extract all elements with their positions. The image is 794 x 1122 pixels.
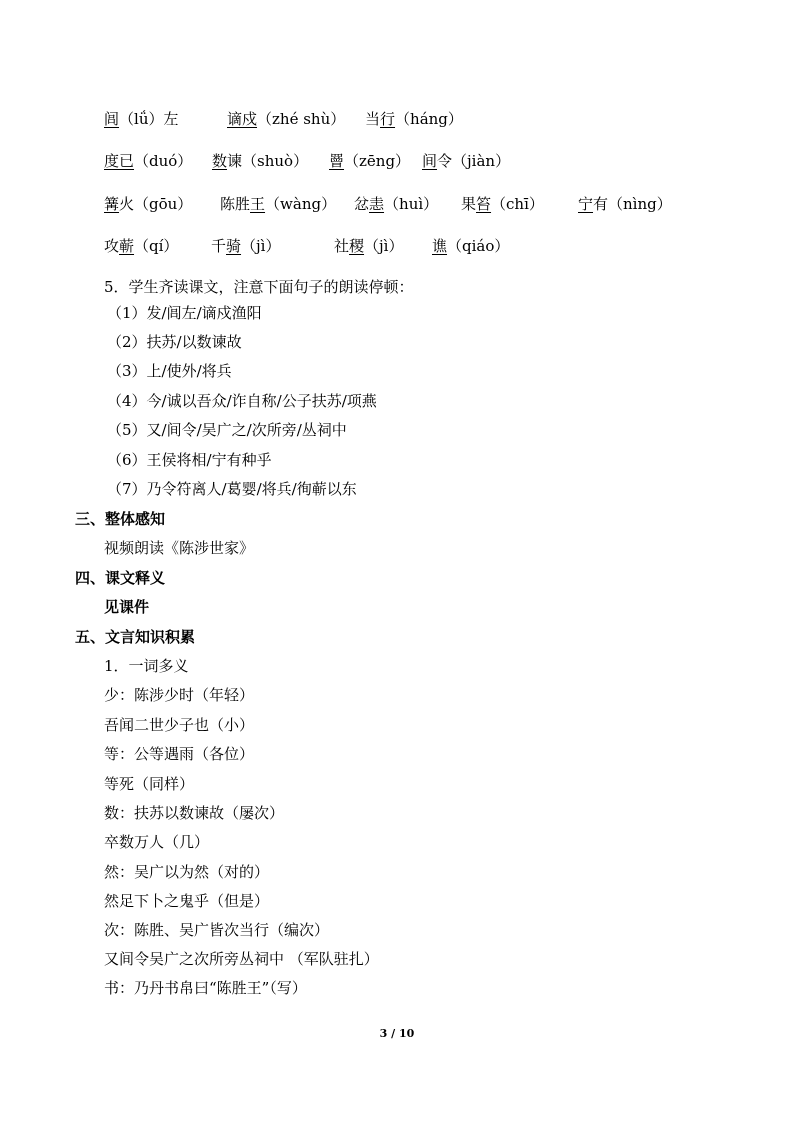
pause-item: （2）扶苏/以数谏故 [107,333,242,351]
pronunciation-item [578,193,672,214]
underlined-char: 度已 [104,152,135,170]
pronunciation-item [104,108,178,129]
underlined-char: 间 [422,152,438,170]
section4-text: 见课件 [104,598,150,616]
pinyin-text: （wàng） [265,195,337,213]
knowledge-line: 书：乃丹书帛曰“陈胜王”（写） [104,979,307,997]
pause-item: （7）乃令符离人/葛婴/将兵/徇蕲以东 [107,480,357,498]
plain-char: 社 [334,237,350,255]
pronunciation-item [220,193,336,214]
pause-item: （5）又/间令/吴广之/次所旁/丛祠中 [107,421,347,439]
underlined-char: 篝 [104,195,120,213]
knowledge-line: 吾闻二世少子也（小） [104,716,255,734]
pinyin-text: （qí） [134,237,179,255]
knowledge-line: 少：陈涉少时（年轻） [104,686,255,704]
underlined-char: 稷 [349,237,365,255]
pinyin-text: （duó） [134,152,193,170]
underlined-char: 闾 [104,110,120,128]
plain-char: 果 [461,195,477,213]
pinyin-text: 谏（shuò） [227,152,309,170]
pronunciation-item [329,150,410,171]
pause-item: （3）上/使外/将兵 [107,362,232,380]
underlined-char: 恚 [369,195,385,213]
underlined-char: 骑 [226,237,242,255]
pause-item: （4）今/诚以吾众/诈自称/公子扶苏/项燕 [107,392,377,410]
pinyin-text: （qiáo） [447,237,510,255]
page-number: 3 / 10 [379,1027,415,1040]
underlined-char: 行 [380,110,396,128]
knowledge-line: 等：公等遇雨（各位） [104,745,255,763]
pronunciation-item [365,108,463,129]
knowledge-line: 又间令吴广之次所旁丛祠中 （军队驻扎） [104,950,379,968]
pinyin-text: （zhé shù） [257,110,346,128]
plain-char: 当 [365,110,381,128]
pinyin-text: （jì） [364,237,404,255]
plain-char: 忿 [354,195,370,213]
pronunciation-item [354,193,438,214]
pronunciation-item [461,193,544,214]
underlined-char: 笞 [476,195,492,213]
pinyin-text: 有（nìng） [593,195,672,213]
pause-item: （6）王侯将相/宁有种乎 [107,451,272,469]
section-heading-5: 五、文言知识积累 [75,628,196,646]
plain-char: 千 [211,237,227,255]
pronunciation-item [227,108,345,129]
underlined-char: 谯 [432,237,448,255]
pinyin-text: （jì） [241,237,281,255]
pinyin-text: （huì） [384,195,439,213]
underlined-char: 宁 [578,195,594,213]
pronunciation-item [104,235,178,256]
underlined-char: 罾 [329,152,345,170]
pinyin-text: （zēng） [344,152,411,170]
knowledge-line: 数：扶苏以数谏故（屡次） [104,804,285,822]
pronunciation-item [104,150,192,171]
underlined-char: 谪戍 [227,110,258,128]
section-heading-4: 四、课文释义 [75,569,166,587]
knowledge-line: 然：吴广以为然（对的） [104,863,270,881]
knowledge-line: 然足下卜之鬼乎（但是） [104,892,270,910]
section5-title: 5．学生齐读课文，注意下面句子的朗读停顿： [104,278,414,296]
pinyin-text: （lǘ）左 [119,110,179,128]
section-heading-3: 三、整体感知 [75,510,166,528]
knowledge-line: 等死（同样） [104,775,195,793]
pronunciation-item [334,235,403,256]
pronunciation-item [104,193,192,214]
pronunciation-item [212,150,308,171]
underlined-char: 王 [250,195,266,213]
pronunciation-item [432,235,509,256]
pinyin-text: 令（jiàn） [437,152,511,170]
pronunciation-item [211,235,280,256]
underlined-char: 数 [212,152,228,170]
pinyin-text: （háng） [395,110,463,128]
knowledge-line: 次：陈胜、吴广皆次当行（编次） [104,921,330,939]
plain-char: 攻 [104,237,120,255]
pinyin-text: 火（gōu） [119,195,193,213]
plain-char: 陈胜 [220,195,251,213]
pinyin-text: （chī） [491,195,544,213]
pronunciation-item [422,150,510,171]
pause-item: （1）发/闾左/谪戍渔阳 [107,304,262,322]
knowledge-line: 卒数万人（几） [104,833,210,851]
section3-text: 视频朗读《陈涉世家》 [104,539,255,557]
underlined-char: 蕲 [119,237,135,255]
knowledge-line: 1．一词多义 [104,657,189,675]
